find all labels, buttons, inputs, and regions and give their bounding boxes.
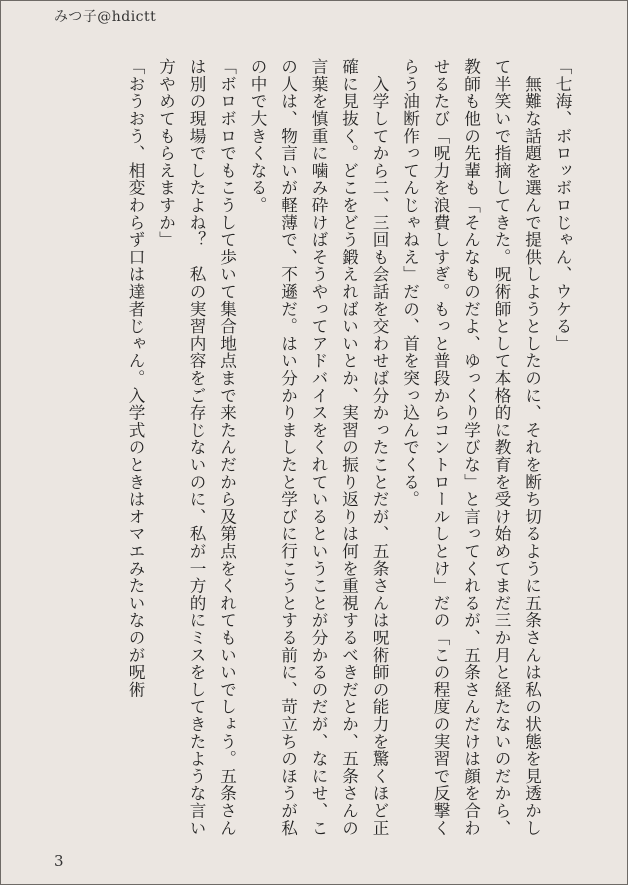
vertical-body-text [120,58,578,850]
paragraph: 入学してから二、三回も会話を交わせば分かったことだが、五条さんは呪術師の能力を驚くほど正確に見抜く。どこをどう鍛えればいいとか、実習の振り返りは何を重視するべきだとか、五条さんの言葉を慎重に噛み砕けばそうやってアドバイスをくれているということが分かるのだが、なにせ、この人は、物言いが軽薄で、不遜だ。はい分かりましたと学びに行こうとする前に、苛立ちのほうが私の中で大きくなる。 [248,58,389,837]
paragraph: 「七海、ボロッボロじゃん、ウケる」 [553,58,572,353]
paragraph: 「おうおう、相変わらず口は達者じゃん。入学式のときはオマエみたいなのが呪術 [126,58,145,699]
author-handle: みつ子@hdictt [54,9,157,25]
paragraph: 無難な話題を選んで提供しようとしたのに、それを断ち切るように五条さんは私の状態を見透かして半笑いで指摘してきた。呪術師として本格的に教育を受け始めてまだ三か月と経たないのだから、教師も他の先輩も「そんなものだよ、ゆっくり学びな」と言ってくれるが、五条さんだけは顔を合わせるたび「呪力を浪費しすぎ。もっと普段からコントロールしとけ」だの「この程度の実習で反撃くらう油断作ってんじゃねえ」だの、首を突っ込んでくる。 [400,58,542,837]
paragraph: 「ボロボロでもこうして歩いて集合地点まで来たんだから及第点をくれてもいいでしょう。五条さんは別の現場でしたよね？ 私の実習内容をご存じないのに、私が一方的にミスをしてきたような言い方やめてもらえますか」 [156,58,237,837]
page-number: 3 [54,852,64,870]
